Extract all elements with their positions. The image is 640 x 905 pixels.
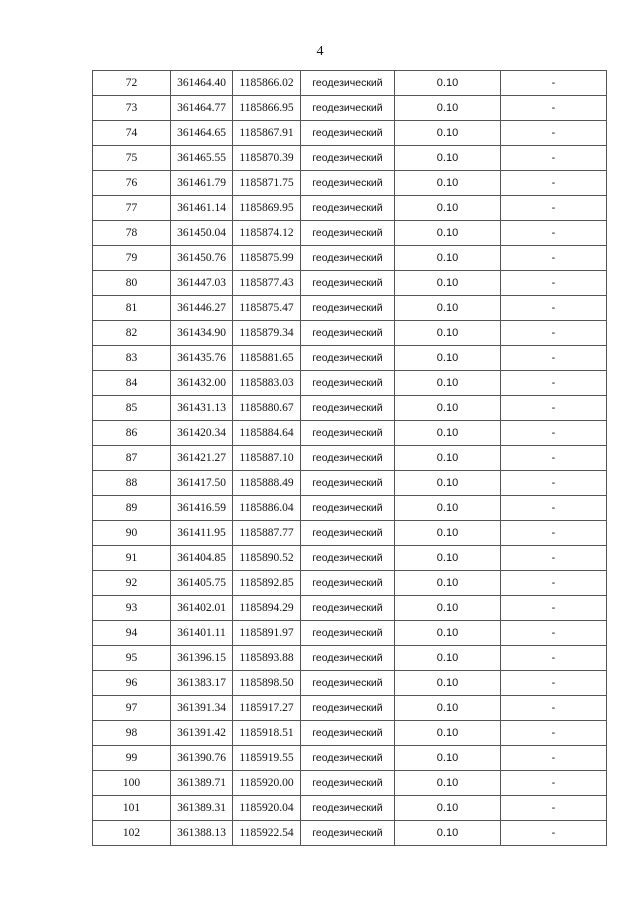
y-coordinate-cell: 1185880.67 bbox=[233, 396, 301, 421]
table-row bbox=[93, 796, 607, 821]
table-row bbox=[93, 496, 607, 521]
note-cell: - bbox=[501, 71, 607, 96]
accuracy-cell: 0.10 bbox=[395, 821, 501, 846]
method-cell: геодезический bbox=[301, 646, 395, 671]
method-cell: геодезический bbox=[301, 271, 395, 296]
note-cell: - bbox=[501, 821, 607, 846]
note-cell: - bbox=[501, 421, 607, 446]
method-cell: геодезический bbox=[301, 521, 395, 546]
note-cell: - bbox=[501, 646, 607, 671]
accuracy-cell: 0.10 bbox=[395, 246, 501, 271]
y-coordinate-cell: 1185890.52 bbox=[233, 546, 301, 571]
point-number-cell: 99 bbox=[93, 746, 171, 771]
table-row bbox=[93, 221, 607, 246]
note-cell: - bbox=[501, 746, 607, 771]
x-coordinate-cell: 361405.75 bbox=[171, 571, 233, 596]
table-row bbox=[93, 521, 607, 546]
method-cell: геодезический bbox=[301, 321, 395, 346]
point-number-cell: 72 bbox=[93, 71, 171, 96]
y-coordinate-cell: 1185898.50 bbox=[233, 671, 301, 696]
method-cell: геодезический bbox=[301, 296, 395, 321]
method-cell: геодезический bbox=[301, 721, 395, 746]
note-cell: - bbox=[501, 496, 607, 521]
point-number-cell: 74 bbox=[93, 121, 171, 146]
page-number: 4 bbox=[316, 44, 324, 59]
table-row bbox=[93, 546, 607, 571]
table-row bbox=[93, 671, 607, 696]
y-coordinate-cell: 1185887.10 bbox=[233, 446, 301, 471]
note-cell: - bbox=[501, 346, 607, 371]
y-coordinate-cell: 1185894.29 bbox=[233, 596, 301, 621]
accuracy-cell: 0.10 bbox=[395, 746, 501, 771]
x-coordinate-cell: 361396.15 bbox=[171, 646, 233, 671]
accuracy-cell: 0.10 bbox=[395, 546, 501, 571]
note-cell: - bbox=[501, 696, 607, 721]
point-number-cell: 86 bbox=[93, 421, 171, 446]
method-cell: геодезический bbox=[301, 746, 395, 771]
note-cell: - bbox=[501, 471, 607, 496]
table-row bbox=[93, 421, 607, 446]
method-cell: геодезический bbox=[301, 671, 395, 696]
x-coordinate-cell: 361431.13 bbox=[171, 396, 233, 421]
note-cell: - bbox=[501, 796, 607, 821]
accuracy-cell: 0.10 bbox=[395, 271, 501, 296]
accuracy-cell: 0.10 bbox=[395, 196, 501, 221]
table-row bbox=[93, 321, 607, 346]
table-row bbox=[93, 96, 607, 121]
accuracy-cell: 0.10 bbox=[395, 796, 501, 821]
method-cell: геодезический bbox=[301, 471, 395, 496]
y-coordinate-cell: 1185871.75 bbox=[233, 171, 301, 196]
accuracy-cell: 0.10 bbox=[395, 596, 501, 621]
x-coordinate-cell: 361435.76 bbox=[171, 346, 233, 371]
y-coordinate-cell: 1185866.95 bbox=[233, 96, 301, 121]
point-number-cell: 98 bbox=[93, 721, 171, 746]
point-number-cell: 85 bbox=[93, 396, 171, 421]
point-number-cell: 97 bbox=[93, 696, 171, 721]
note-cell: - bbox=[501, 96, 607, 121]
note-cell: - bbox=[501, 371, 607, 396]
y-coordinate-cell: 1185922.54 bbox=[233, 821, 301, 846]
y-coordinate-cell: 1185877.43 bbox=[233, 271, 301, 296]
y-coordinate-cell: 1185920.00 bbox=[233, 771, 301, 796]
accuracy-cell: 0.10 bbox=[395, 496, 501, 521]
x-coordinate-cell: 361450.04 bbox=[171, 221, 233, 246]
y-coordinate-cell: 1185870.39 bbox=[233, 146, 301, 171]
point-number-cell: 90 bbox=[93, 521, 171, 546]
point-number-cell: 78 bbox=[93, 221, 171, 246]
y-coordinate-cell: 1185886.04 bbox=[233, 496, 301, 521]
x-coordinate-cell: 361411.95 bbox=[171, 521, 233, 546]
accuracy-cell: 0.10 bbox=[395, 346, 501, 371]
note-cell: - bbox=[501, 271, 607, 296]
x-coordinate-cell: 361391.34 bbox=[171, 696, 233, 721]
x-coordinate-cell: 361390.76 bbox=[171, 746, 233, 771]
method-cell: геодезический bbox=[301, 796, 395, 821]
point-number-cell: 73 bbox=[93, 96, 171, 121]
table-row bbox=[93, 571, 607, 596]
accuracy-cell: 0.10 bbox=[395, 571, 501, 596]
x-coordinate-cell: 361464.40 bbox=[171, 71, 233, 96]
table-row bbox=[93, 721, 607, 746]
note-cell: - bbox=[501, 546, 607, 571]
table-row bbox=[93, 396, 607, 421]
y-coordinate-cell: 1185883.03 bbox=[233, 371, 301, 396]
y-coordinate-cell: 1185875.99 bbox=[233, 246, 301, 271]
method-cell: геодезический bbox=[301, 821, 395, 846]
table-row bbox=[93, 71, 607, 96]
method-cell: геодезический bbox=[301, 146, 395, 171]
y-coordinate-cell: 1185887.77 bbox=[233, 521, 301, 546]
point-number-cell: 76 bbox=[93, 171, 171, 196]
x-coordinate-cell: 361447.03 bbox=[171, 271, 233, 296]
accuracy-cell: 0.10 bbox=[395, 646, 501, 671]
table-row bbox=[93, 771, 607, 796]
method-cell: геодезический bbox=[301, 96, 395, 121]
point-number-cell: 81 bbox=[93, 296, 171, 321]
point-number-cell: 75 bbox=[93, 146, 171, 171]
accuracy-cell: 0.10 bbox=[395, 221, 501, 246]
method-cell: геодезический bbox=[301, 71, 395, 96]
accuracy-cell: 0.10 bbox=[395, 771, 501, 796]
accuracy-cell: 0.10 bbox=[395, 721, 501, 746]
x-coordinate-cell: 361421.27 bbox=[171, 446, 233, 471]
accuracy-cell: 0.10 bbox=[395, 396, 501, 421]
accuracy-cell: 0.10 bbox=[395, 421, 501, 446]
x-coordinate-cell: 361389.31 bbox=[171, 796, 233, 821]
y-coordinate-cell: 1185892.85 bbox=[233, 571, 301, 596]
point-number-cell: 95 bbox=[93, 646, 171, 671]
table-row bbox=[93, 446, 607, 471]
point-number-cell: 82 bbox=[93, 321, 171, 346]
y-coordinate-cell: 1185875.47 bbox=[233, 296, 301, 321]
point-number-cell: 79 bbox=[93, 246, 171, 271]
accuracy-cell: 0.10 bbox=[395, 671, 501, 696]
point-number-cell: 96 bbox=[93, 671, 171, 696]
x-coordinate-cell: 361417.50 bbox=[171, 471, 233, 496]
point-number-cell: 101 bbox=[93, 796, 171, 821]
note-cell: - bbox=[501, 671, 607, 696]
x-coordinate-cell: 361416.59 bbox=[171, 496, 233, 521]
point-number-cell: 83 bbox=[93, 346, 171, 371]
x-coordinate-cell: 361464.65 bbox=[171, 121, 233, 146]
accuracy-cell: 0.10 bbox=[395, 71, 501, 96]
accuracy-cell: 0.10 bbox=[395, 321, 501, 346]
coordinates-table-body bbox=[93, 71, 607, 846]
y-coordinate-cell: 1185891.97 bbox=[233, 621, 301, 646]
note-cell: - bbox=[501, 196, 607, 221]
table-row bbox=[93, 746, 607, 771]
point-number-cell: 102 bbox=[93, 821, 171, 846]
method-cell: геодезический bbox=[301, 571, 395, 596]
accuracy-cell: 0.10 bbox=[395, 171, 501, 196]
note-cell: - bbox=[501, 121, 607, 146]
note-cell: - bbox=[501, 146, 607, 171]
table-row bbox=[93, 296, 607, 321]
x-coordinate-cell: 361388.13 bbox=[171, 821, 233, 846]
accuracy-cell: 0.10 bbox=[395, 296, 501, 321]
point-number-cell: 91 bbox=[93, 546, 171, 571]
accuracy-cell: 0.10 bbox=[395, 471, 501, 496]
method-cell: геодезический bbox=[301, 596, 395, 621]
method-cell: геодезический bbox=[301, 196, 395, 221]
x-coordinate-cell: 361434.90 bbox=[171, 321, 233, 346]
y-coordinate-cell: 1185919.55 bbox=[233, 746, 301, 771]
method-cell: геодезический bbox=[301, 221, 395, 246]
note-cell: - bbox=[501, 296, 607, 321]
coordinates-table bbox=[92, 70, 607, 846]
method-cell: геодезический bbox=[301, 171, 395, 196]
point-number-cell: 93 bbox=[93, 596, 171, 621]
note-cell: - bbox=[501, 446, 607, 471]
x-coordinate-cell: 361464.77 bbox=[171, 96, 233, 121]
x-coordinate-cell: 361461.79 bbox=[171, 171, 233, 196]
table-row bbox=[93, 371, 607, 396]
accuracy-cell: 0.10 bbox=[395, 446, 501, 471]
table-row bbox=[93, 821, 607, 846]
y-coordinate-cell: 1185920.04 bbox=[233, 796, 301, 821]
accuracy-cell: 0.10 bbox=[395, 621, 501, 646]
accuracy-cell: 0.10 bbox=[395, 121, 501, 146]
accuracy-cell: 0.10 bbox=[395, 371, 501, 396]
table-row bbox=[93, 146, 607, 171]
point-number-cell: 94 bbox=[93, 621, 171, 646]
note-cell: - bbox=[501, 396, 607, 421]
y-coordinate-cell: 1185893.88 bbox=[233, 646, 301, 671]
method-cell: геодезический bbox=[301, 346, 395, 371]
y-coordinate-cell: 1185869.95 bbox=[233, 196, 301, 221]
x-coordinate-cell: 361401.11 bbox=[171, 621, 233, 646]
table-row bbox=[93, 596, 607, 621]
point-number-cell: 88 bbox=[93, 471, 171, 496]
note-cell: - bbox=[501, 246, 607, 271]
table-row bbox=[93, 196, 607, 221]
note-cell: - bbox=[501, 721, 607, 746]
note-cell: - bbox=[501, 521, 607, 546]
point-number-cell: 87 bbox=[93, 446, 171, 471]
point-number-cell: 92 bbox=[93, 571, 171, 596]
table-row bbox=[93, 246, 607, 271]
x-coordinate-cell: 361450.76 bbox=[171, 246, 233, 271]
x-coordinate-cell: 361461.14 bbox=[171, 196, 233, 221]
x-coordinate-cell: 361402.01 bbox=[171, 596, 233, 621]
y-coordinate-cell: 1185879.34 bbox=[233, 321, 301, 346]
table-row bbox=[93, 121, 607, 146]
note-cell: - bbox=[501, 321, 607, 346]
method-cell: геодезический bbox=[301, 421, 395, 446]
method-cell: геодезический bbox=[301, 446, 395, 471]
y-coordinate-cell: 1185867.91 bbox=[233, 121, 301, 146]
table-row bbox=[93, 621, 607, 646]
point-number-cell: 89 bbox=[93, 496, 171, 521]
accuracy-cell: 0.10 bbox=[395, 146, 501, 171]
y-coordinate-cell: 1185888.49 bbox=[233, 471, 301, 496]
note-cell: - bbox=[501, 571, 607, 596]
method-cell: геодезический bbox=[301, 371, 395, 396]
accuracy-cell: 0.10 bbox=[395, 696, 501, 721]
x-coordinate-cell: 361446.27 bbox=[171, 296, 233, 321]
y-coordinate-cell: 1185881.65 bbox=[233, 346, 301, 371]
table-row bbox=[93, 646, 607, 671]
point-number-cell: 84 bbox=[93, 371, 171, 396]
table-row bbox=[93, 171, 607, 196]
table-row bbox=[93, 696, 607, 721]
point-number-cell: 77 bbox=[93, 196, 171, 221]
y-coordinate-cell: 1185874.12 bbox=[233, 221, 301, 246]
table-row bbox=[93, 471, 607, 496]
accuracy-cell: 0.10 bbox=[395, 96, 501, 121]
y-coordinate-cell: 1185866.02 bbox=[233, 71, 301, 96]
note-cell: - bbox=[501, 221, 607, 246]
point-number-cell: 80 bbox=[93, 271, 171, 296]
point-number-cell: 100 bbox=[93, 771, 171, 796]
note-cell: - bbox=[501, 596, 607, 621]
method-cell: геодезический bbox=[301, 496, 395, 521]
x-coordinate-cell: 361404.85 bbox=[171, 546, 233, 571]
y-coordinate-cell: 1185884.64 bbox=[233, 421, 301, 446]
method-cell: геодезический bbox=[301, 696, 395, 721]
method-cell: геодезический bbox=[301, 771, 395, 796]
x-coordinate-cell: 361432.00 bbox=[171, 371, 233, 396]
method-cell: геодезический bbox=[301, 621, 395, 646]
method-cell: геодезический bbox=[301, 246, 395, 271]
method-cell: геодезический bbox=[301, 546, 395, 571]
method-cell: геодезический bbox=[301, 396, 395, 421]
x-coordinate-cell: 361420.34 bbox=[171, 421, 233, 446]
y-coordinate-cell: 1185918.51 bbox=[233, 721, 301, 746]
y-coordinate-cell: 1185917.27 bbox=[233, 696, 301, 721]
note-cell: - bbox=[501, 771, 607, 796]
accuracy-cell: 0.10 bbox=[395, 521, 501, 546]
note-cell: - bbox=[501, 621, 607, 646]
x-coordinate-cell: 361391.42 bbox=[171, 721, 233, 746]
note-cell: - bbox=[501, 171, 607, 196]
x-coordinate-cell: 361465.55 bbox=[171, 146, 233, 171]
method-cell: геодезический bbox=[301, 121, 395, 146]
table-row bbox=[93, 271, 607, 296]
x-coordinate-cell: 361383.17 bbox=[171, 671, 233, 696]
x-coordinate-cell: 361389.71 bbox=[171, 771, 233, 796]
table-row bbox=[93, 346, 607, 371]
